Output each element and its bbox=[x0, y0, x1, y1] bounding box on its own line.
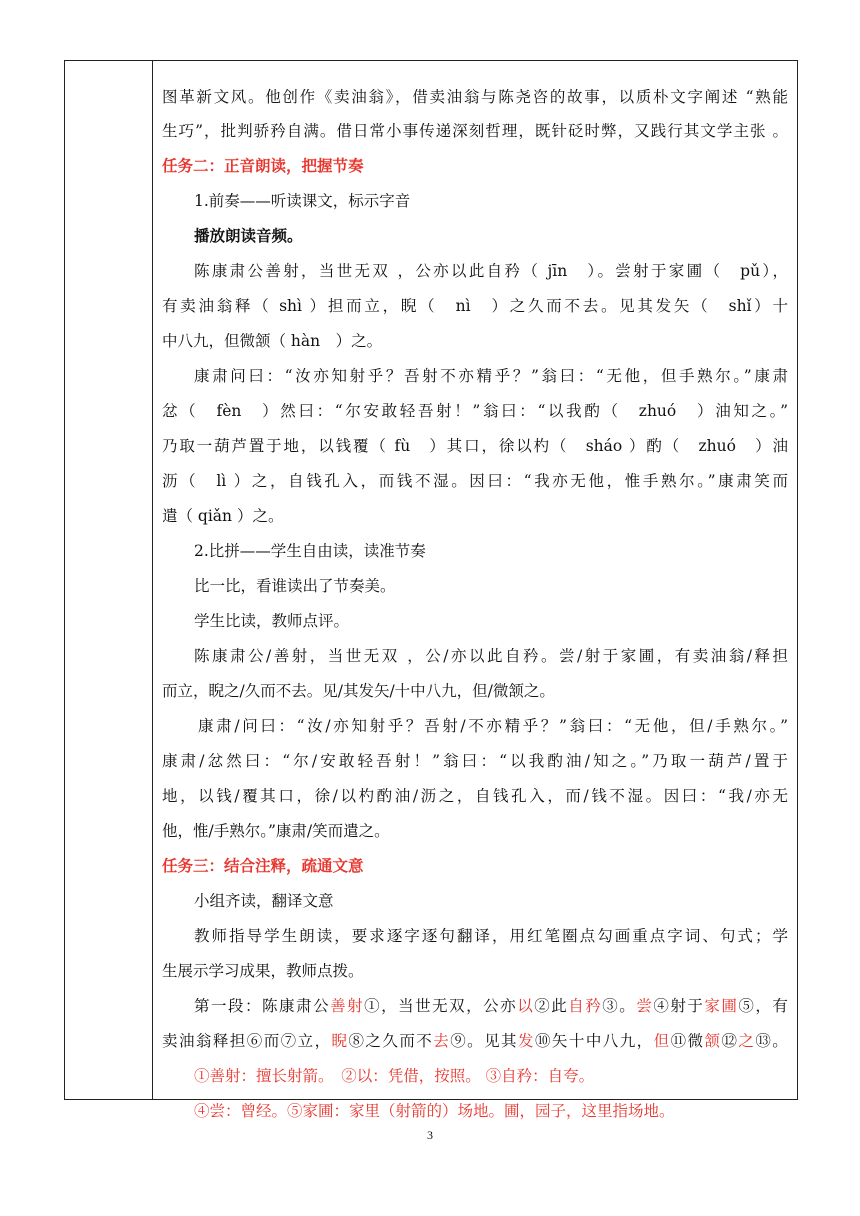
table-left-column bbox=[65, 61, 153, 1099]
text-line: 康肃/问曰：“汝/亦知射乎？吾射/不亦精乎？”翁曰：“无他，但/手熟尔。” bbox=[198, 717, 788, 735]
text-line: 沥（ lì ）之，自钱孔入，而钱不湿。因曰：“我亦无他，惟手熟尔。”康肃笑而 bbox=[162, 472, 788, 490]
text-line: 有卖油翁释（ shì ）担而立，睨（ nì ）之久而不去。见其发矢（ shǐ）十 bbox=[162, 297, 788, 315]
text-line: 他，惟/手熟尔。”康肃/笑而遣之。 bbox=[162, 822, 390, 840]
text-line: 生巧”，批判骄矜自满。借日常小事传递深刻哲理，既针砭时弊，又践行其文学主张 。 bbox=[162, 122, 788, 140]
text-segment: ⑨。见其 bbox=[450, 1032, 519, 1050]
note-line: ①善射：擅长射箭。 ②以：凭借，按照。 ③自矜：自夸。 bbox=[194, 1067, 595, 1085]
text-line: 小组齐读，翻译文意 bbox=[194, 892, 334, 910]
text-line: 康肃/忿然曰：“尔/安敢轻吾射！”翁曰：“以我酌油/知之。”乃取一葫芦/置于 bbox=[162, 752, 788, 770]
section-heading-task2: 任务二：正音朗读，把握节奏 bbox=[162, 157, 364, 175]
text-line: 乃取一葫芦置于地，以钱覆（ fù ）其口，徐以杓（ sháo ）酌（ zhuó ）油 bbox=[162, 437, 788, 455]
section-heading-task3: 任务三：结合注释，疏通文意 bbox=[162, 857, 364, 875]
text-segment: 卖油翁释担⑥而⑦立， bbox=[162, 1032, 332, 1050]
text-line: 而立，睨之/久而不去。见/其发矢/十中八九，但/微颔之。 bbox=[162, 682, 555, 700]
text-segment: ①，当世无双，公亦 bbox=[364, 997, 518, 1015]
red-keyword: 发 bbox=[518, 1032, 535, 1050]
text-segment: ⑧之久而不 bbox=[348, 1032, 434, 1050]
text-line: 教师指导学生朗读，要求逐字逐句翻译，用红笔圈点勾画重点字词、句式；学 bbox=[194, 927, 788, 945]
text-segment: ③。 bbox=[602, 997, 637, 1015]
red-keyword: 自矜 bbox=[568, 997, 603, 1015]
bold-instruction: 播放朗读音频。 bbox=[194, 226, 303, 245]
red-keyword: 之 bbox=[738, 1032, 756, 1050]
text-line: 学生比读，教师点评。 bbox=[194, 612, 350, 630]
text-line: 生展示学习成果，教师点拨。 bbox=[162, 962, 364, 980]
step-heading: 1.前奏——听读课文，标示字音 bbox=[194, 192, 411, 210]
text-line: 图革新文风。他创作《卖油翁》，借卖油翁与陈尧咨的故事，以质朴文字阐述 “熟能 bbox=[162, 88, 788, 106]
page-number: 3 bbox=[427, 1128, 433, 1142]
text-line: 陈康肃公/善射，当世无双 ，公/亦以此自矜。尝/射于家圃，有卖油翁/释担 bbox=[194, 647, 788, 665]
annotated-line bbox=[194, 996, 788, 1016]
red-keyword: 以 bbox=[517, 997, 535, 1015]
text-segment: ⑩矢十中八九， bbox=[534, 1032, 654, 1050]
red-keyword: 尝 bbox=[636, 997, 654, 1015]
text-line: 康肃问曰：“汝亦知射乎？吾射不亦精乎？”翁曰：“无他，但手熟尔。”康肃 bbox=[194, 367, 788, 385]
text-segment: ④射于 bbox=[653, 997, 705, 1015]
step-heading: 2.比拼——学生自由读，读准节奏 bbox=[194, 542, 426, 560]
red-keyword: 睨 bbox=[331, 1032, 349, 1050]
text-line: 中八九，但微颔（ hàn ）之。 bbox=[162, 332, 383, 350]
lesson-table bbox=[64, 60, 798, 1120]
text-line: 遣（ qiǎn ）之。 bbox=[162, 507, 284, 525]
annotated-line bbox=[162, 1031, 788, 1051]
text-segment: ⑬。 bbox=[755, 1032, 788, 1050]
red-keyword: 去 bbox=[433, 1032, 451, 1050]
text-line: 地，以钱/覆其口，徐/以杓酌油/沥之，自钱孔入，而/钱不湿。因曰：“我/亦无 bbox=[162, 787, 788, 805]
red-keyword: 家圃 bbox=[704, 997, 739, 1015]
text-segment: ⑫ bbox=[721, 1032, 739, 1050]
text-segment: ⑤，有 bbox=[738, 997, 788, 1015]
note-line: ④尝：曾经。⑤家圃：家里（射箭的）场地。圃，园子，这里指场地。 bbox=[194, 1102, 675, 1120]
text-line: 忿（ fèn ）然曰：“尔安敢轻吾射！”翁曰：“以我酌（ zhuó ）油知之。” bbox=[162, 402, 788, 420]
text-line: 比一比，看谁读出了节奏美。 bbox=[194, 577, 396, 595]
red-keyword: 颔 bbox=[704, 1032, 722, 1050]
text-segment: ⑪微 bbox=[670, 1032, 705, 1050]
red-keyword: 善射 bbox=[330, 997, 365, 1015]
text-line: 陈康肃公善射，当世无双 ，公亦以此自矜（ jīn ）。尝射于家圃（ pǔ）， bbox=[194, 262, 788, 280]
text-segment: ②此 bbox=[534, 997, 569, 1015]
red-keyword: 但 bbox=[653, 1032, 671, 1050]
text-segment: 第一段：陈康肃公 bbox=[194, 997, 331, 1015]
